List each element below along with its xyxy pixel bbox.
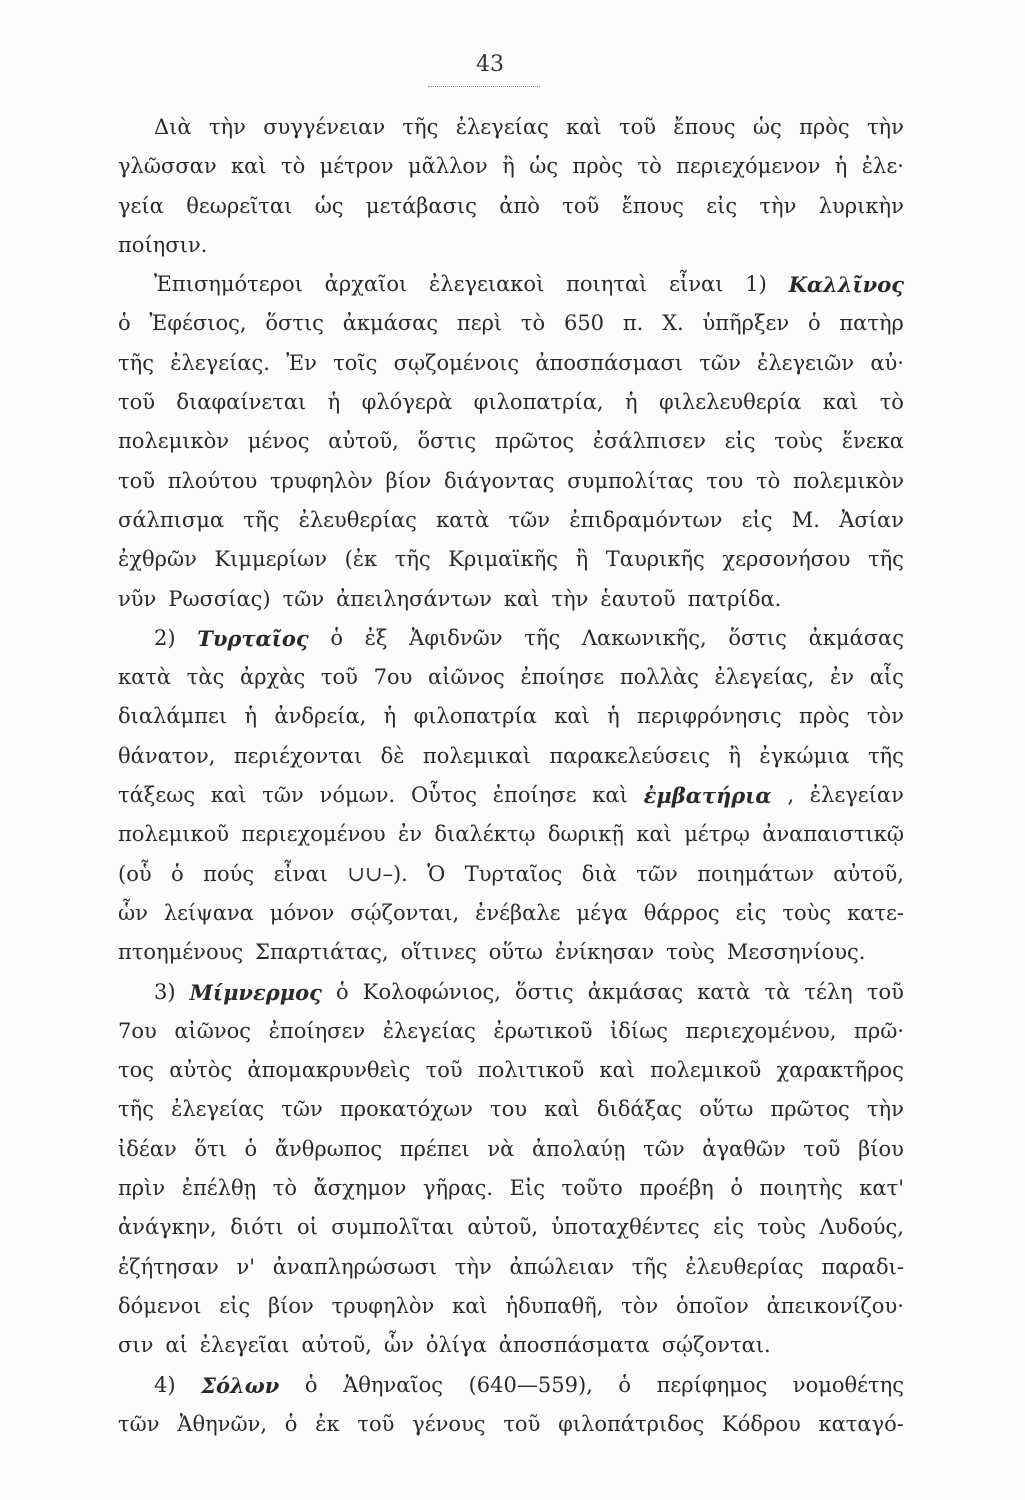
text-line: κατὰ τὰς ἀρχὰς τοῦ 7ου αἰῶνος ἐποίησε πολλὰς ἐλεγείας, ἐν αἷς <box>118 665 904 690</box>
text-line: πτοημένους Σπαρτιάτας, οἵτινες οὕτω ἐνίκησαν τοὺς Μεσσηνίους. <box>118 940 866 965</box>
text-line: ὁ Ἐφέσιος, ὅστις ἀκμάσας περὶ τὸ 650 π. Χ. ὑπῆρξεν ὁ πατὴρ <box>118 311 904 336</box>
text-line: γλῶσσαν καὶ τὸ μέτρον μᾶλλον ἢ ὡς πρὸς τὸ περιεχόμενον ἡ ἐλε· <box>118 154 904 179</box>
text-line: 2) Τυρταῖος ὁ ἐξ Ἀφιδνῶν τῆς Λακωνικῆς, ὅστις ἀκμάσας <box>154 625 904 651</box>
text-line: ποίησιν. <box>118 232 208 257</box>
text-line: σιν αἱ ἐλεγεῖαι αὐτοῦ, ὧν ὀλίγα ἀποσπάσματα σῴζονται. <box>118 1333 771 1358</box>
text-line: Διὰ τὴν συγγένειαν τῆς ἐλεγείας καὶ τοῦ ἔπους ὡς πρὸς τὴν <box>154 115 904 139</box>
text-line: τοῦ διαφαίνεται ἡ φλόγερὰ φιλοπατρία, ἡ φιλελευθερία καὶ τὸ <box>118 390 904 415</box>
text-line: ὧν λείψανα μόνον σῴζονται, ἐνέβαλε μέγα θάρρος εἰς τοὺς κατε- <box>118 900 904 925</box>
header-rule <box>428 86 540 87</box>
text-line: (οὗ ὁ πούς εἶναι ∪∪–). Ὁ Τυρταῖος διὰ τῶν ποιημάτων αὐτοῦ, <box>118 861 904 886</box>
text-line: ἐχθρῶν Κιμμερίων (ἐκ τῆς Κριμαϊκῆς ἢ Ταυρικῆς χερσονήσου τῆς <box>118 547 904 572</box>
text-line: δόμενοι εἰς βίον τρυφηλὸν καὶ ἡδυπαθῆ, τὸν ὁποῖον ἀπεικονίζου· <box>118 1293 904 1318</box>
text-line: τάξεως καὶ τῶν νόμων. Οὗτος ἐποίησε καὶ ἐμβατήρια , ἐλεγείαν <box>118 783 904 809</box>
text-line: τῶν Ἀθηνῶν, ὁ ἐκ τοῦ γένους τοῦ φιλοπάτριδος Κόδρου καταγό- <box>118 1411 904 1436</box>
text-line: πρὶν ἐπέλθῃ τὸ ἄσχημον γῆρας. Εἰς τοῦτο προέβη ὁ ποιητὴς κατ' <box>118 1176 904 1201</box>
text-line: διαλάμπει ἡ ἀνδρεία, ἡ φιλοπατρία καὶ ἡ περιφρόνησις πρὸς τὸν <box>118 704 904 729</box>
text-line: ἰδέαν ὅτι ὁ ἄνθρωπος πρέπει νὰ ἀπολαύῃ τῶν ἀγαθῶν τοῦ βίου <box>118 1136 904 1161</box>
text-line: τῆς ἐλεγείας τῶν προκατόχων του καὶ διδάξας οὕτω πρῶτος τὴν <box>118 1097 904 1122</box>
text-line: 3) Μίμνερμος ὁ Κολοφώνιος, ὅστις ἀκμάσας κατὰ τὰ τέλη τοῦ <box>154 979 904 1005</box>
text-line: νῦν Ρωσσίας) τῶν ἀπειλησάντων καὶ τὴν ἑαυτοῦ πατρίδα. <box>118 586 782 611</box>
text-line: τοῦ πλούτου τρυφηλὸν βίον διάγοντας συμπολίτας του τὸ πολεμικὸν <box>118 468 904 493</box>
text-line: πολεμικὸν μένος αὐτοῦ, ὅστις πρῶτος ἐσάλπισεν εἰς τοὺς ἕνεκα <box>118 429 904 454</box>
text-line: πολεμικοῦ περιεχομένου ἐν διαλέκτῳ δωρικῇ καὶ μέτρῳ ἀναπαιστικῷ <box>118 822 904 847</box>
text-line: 4) Σόλων ὁ Ἀθηναῖος (640—559), ὁ περίφημος νομοθέτης <box>154 1372 904 1398</box>
text-line: τος αὐτὸς ἀπομακρυνθεὶς τοῦ πολιτικοῦ καὶ πολεμικοῦ χαρακτῆρος <box>118 1058 904 1083</box>
text-line: τῆς ἐλεγείας. Ἐν τοῖς σῳζομένοις ἀποσπάσμασι τῶν ἐλεγειῶν αὐ· <box>118 350 904 375</box>
text-line: σάλπισμα τῆς ἐλευθερίας κατὰ τῶν ἐπιδραμόντων εἰς Μ. Ἀσίαν <box>118 507 904 532</box>
body-text <box>118 108 904 1444</box>
text-line: ἀνάγκην, διότι οἱ συμπολῖται αὐτοῦ, ὑποταχθέντες εἰς τοὺς Λυδούς, <box>118 1215 904 1240</box>
text-line: ἐζήτησαν ν' ἀναπληρώσωσι τὴν ἀπώλειαν τῆς ἐλευθερίας παραδι- <box>118 1254 904 1279</box>
text-line: Ἐπισημότεροι ἀρχαῖοι ἐλεγειακοὶ ποιηταὶ εἶναι 1) Καλλῖνος <box>154 272 904 298</box>
text-line: θάνατον, περιέχονται δὲ πολεμικαὶ παρακελεύσεις ἢ ἐγκώμια τῆς <box>118 743 904 768</box>
page-number: 43 <box>476 52 504 77</box>
text-line: γεία θεωρεῖται ὡς μετάβασις ἀπὸ τοῦ ἔπους εἰς τὴν λυρικὴν <box>118 193 904 218</box>
text-line: 7ου αἰῶνος ἐποίησεν ἐλεγείας ἐρωτικοῦ ἰδίως περιεχομένου, πρῶ· <box>118 1018 904 1043</box>
